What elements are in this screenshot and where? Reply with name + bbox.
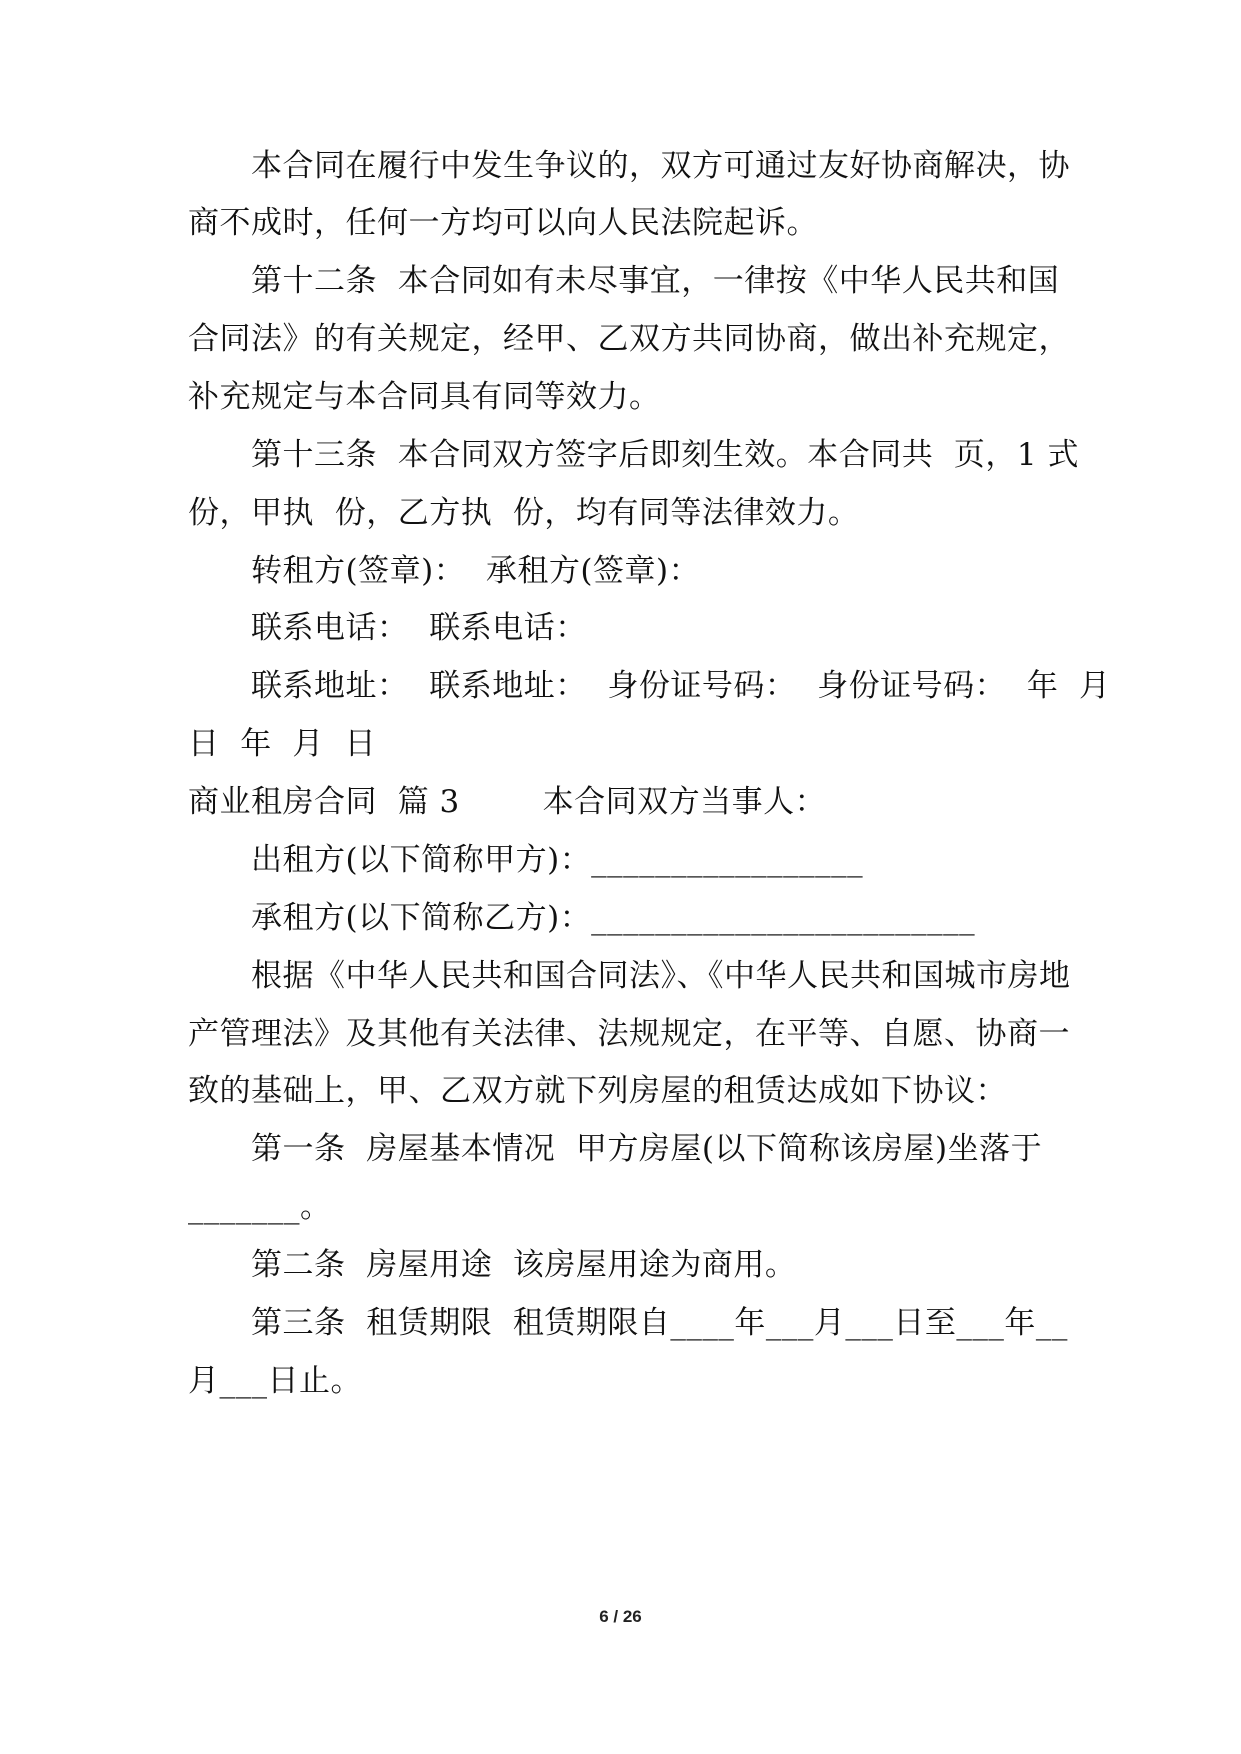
paragraph-line: 份，甲执 份，乙方执 份，均有同等法律效力。: [188, 495, 860, 531]
contact-address-line: 联系地址： 联系地址： 身份证号码： 身份证号码： 年 月: [251, 668, 1111, 704]
paragraph-line: 第十二条 本合同如有未尽事宜，一律按《中华人民共和国: [251, 263, 1060, 299]
article-two-line: 第二条 房屋用途 该房屋用途为商用。: [251, 1247, 797, 1283]
signature-line: 转租方(签章)： 承租方(签章)：: [251, 553, 701, 589]
paragraph-line: 本合同在履行中发生争议的，双方可通过友好协商解决，协: [251, 148, 1070, 184]
paragraph-line: _______。: [188, 1189, 332, 1225]
article-three-line: 第三条 租赁期限 租赁期限自____年___月___日至___年__: [251, 1305, 1068, 1341]
article-one-line: 第一条 房屋基本情况 甲方房屋(以下简称该房屋)坐落于: [251, 1131, 1043, 1167]
date-line: 日 年 月 日: [188, 726, 377, 762]
page-number: 6 / 26: [599, 1607, 642, 1626]
lessor-line: 出租方(以下简称甲方)：_________________: [251, 842, 864, 878]
paragraph-line: 补充规定与本合同具有同等效力。: [188, 379, 661, 415]
paragraph-line: 根据《中华人民共和国合同法》、《中华人民共和国城市房地: [251, 958, 1071, 994]
paragraph-line: 第十三条 本合同双方签字后即刻生效。本合同共 页，1 式: [251, 437, 1079, 473]
paragraph-line: 合同法》的有关规定，经甲、乙双方共同协商，做出补充规定，: [188, 321, 1070, 357]
contact-phone-line: 联系电话： 联系电话：: [251, 610, 587, 646]
paragraph-line: 月___日止。: [188, 1363, 362, 1399]
paragraph-line: 致的基础上，甲、乙双方就下列房屋的租赁达成如下协议：: [188, 1073, 1007, 1109]
lessee-line: 承租方(以下简称乙方)：________________________: [251, 900, 976, 936]
paragraph-line: 产管理法》及其他有关法律、法规规定，在平等、自愿、协商一: [188, 1016, 1070, 1052]
section-heading: 商业租房合同 篇 3 本合同双方当事人：: [188, 784, 827, 820]
paragraph-line: 商不成时，任何一方均可以向人民法院起诉。: [188, 205, 818, 241]
